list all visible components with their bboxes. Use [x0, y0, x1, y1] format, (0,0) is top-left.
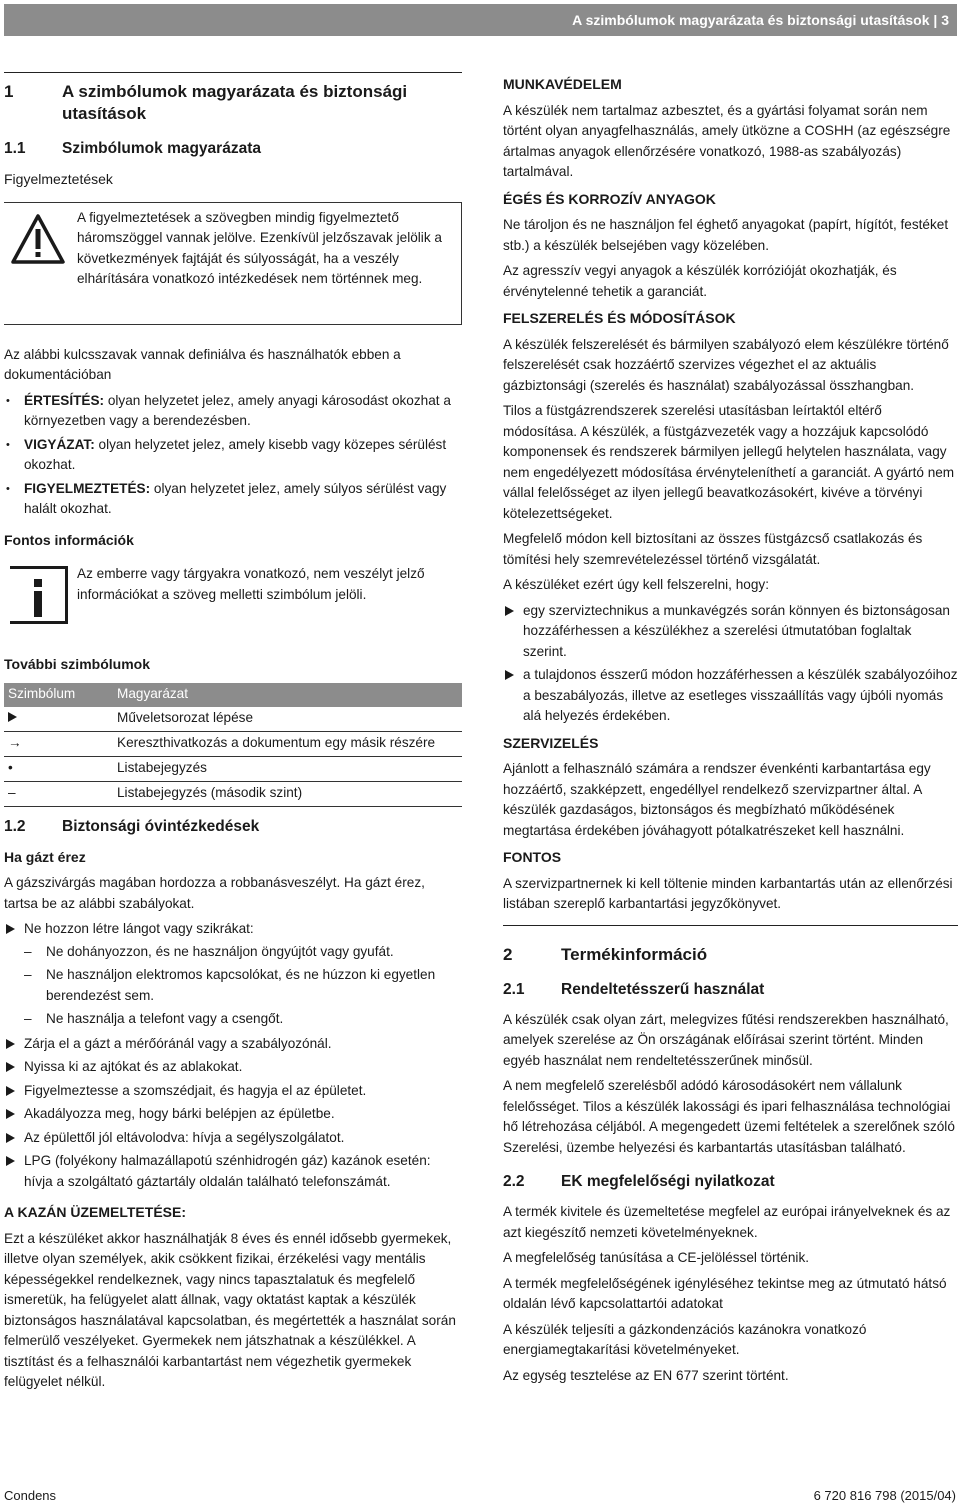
important-heading: FONTOS	[503, 849, 562, 865]
gas-intro: A gázszivárgás magában hordozza a robbanásveszélyt. Ha gázt érez, tartsa be az alábbi szabályokat.	[4, 875, 425, 911]
install-text-3: Megfelelő módon kell biztosítani az összes füstgázcső csatlakozás és tömítési hely szemrevételezéssel történő vizsgálatát.	[503, 531, 923, 567]
list-item: LPG (folyékony halmazállapotú szénhidrogén gáz) kazánok esetén: hívja a szolgáltató gáztartály oldalán található telefonszámát.	[4, 1151, 462, 1192]
step-triangle-icon	[6, 1133, 15, 1143]
step-triangle-icon	[6, 1039, 15, 1049]
list-item: – Ne használja a telefont vagy a csengőt.	[24, 1009, 462, 1030]
list-item: Nyissa ki az ajtókat és az ablakokat.	[4, 1057, 462, 1078]
ce-text-1: A termék kivitele és üzemeltetése megfelel az európai irányelveknek és az azt kiegészítő nemzeti követelményeknek.	[503, 1204, 951, 1240]
list-item: Akadályozza meg, hogy bárki belépjen az épületbe.	[4, 1104, 462, 1125]
section-2-heading: 2 Termékinformáció	[503, 944, 708, 964]
header-title: A szimbólumok magyarázata és biztonsági utasítások | 3	[572, 11, 949, 28]
list-item: Ne hozzon létre lángot vagy szikrákat: – Ne dohányozzon, és ne használjon öngyújtót vagy gyufát. – Ne használjon elektromos kapcsolókat, és ne húzzon ki egyetlen berendezést sem. – Ne használja a telefont vagy a csengőt.	[4, 919, 462, 1030]
warning-triangle-icon	[10, 213, 66, 265]
left-column	[4, 72, 462, 1398]
flammable-text-1: Ne tároljon és ne használjon fel éghető anyagokat (papírt, hígítót, festéket stb.) a készülék belsejében vagy közelében.	[503, 217, 949, 253]
install-text-1: A készülék felszerelését és bármilyen szabályozó elem készülékre történő felszerelését csak hozzáértő szervizes végezhet el az aktuális gázbiztonsági (szerelés és használat) szabályozással összhangban.	[503, 336, 949, 393]
info-icon	[10, 566, 68, 624]
footer-brand: Condens	[4, 1488, 57, 1503]
keywords-list	[4, 391, 462, 520]
table-row: → Kereszthivatkozás a dokumentum egy másik részére	[4, 731, 462, 756]
section-1-heading: 1 A szimbólumok magyarázata és biztonsági utasítások	[4, 82, 408, 123]
step-triangle-icon	[6, 924, 15, 934]
boiler-text: Ezt a készüléket akkor használhatják 8 éves és ennél idősebb gyermekek, illetve olyan személyek, akik csökkent fizikai, érzékelési vagy mentális képességekkel rendelkeznek, vagy nincs tapasztalatuk és megfelelő ismeretük, ha felügyelet alatt állnak, vagy oktatást kaptak a készülék biztonságos használatával kapcsolatban, és megértették a használat során felmerülő veszélyeket. Gyermekek nem játszhatnak a készülékkel. A tisztítást és a felhasználói karbantartást nem végezhetik gyermekek felügyelet nélkül.	[4, 1230, 456, 1389]
col-meaning-header: Magyarázat	[113, 683, 462, 707]
warning-text: A figyelmeztetések a szövegben mindig figyelmeztető háromszöggel vannak jelölve. Ezenkívül jelzőszavak jelölik a következmények fajtáját és súlyosságát, ha a veszély elhárítására vonatkozó intézkedések nem történnek meg.	[77, 209, 442, 286]
list-item: a tulajdonos ésszerű módon hozzáférhessen a készülék szabályozóihoz a beszabályozás, illetve az esetleges visszaállítás vagy újbóli nyomás alá helyezés érdekében.	[503, 665, 958, 727]
use-text-1: A készülék csak olyan zárt, melegvizes fűtési rendszerekben használható, amelyek szerelése az Ön országának előírásai szerint történt. Minden egyéb használat nem rendeltetésszerűnek minősül.	[503, 1011, 949, 1068]
list-item: Az épülettől jól eltávolodva: hívja a segélyszolgálatot.	[4, 1128, 462, 1149]
section-2-2-heading: 2.2 EK megfelelőségi nyilatkozat	[503, 1173, 775, 1190]
ce-text-3: A termék megfelelőségének igényléséhez tekintse meg az útmutató hátsó oldalán lévő kapcsolattartói adatokat	[503, 1275, 947, 1311]
list-item: Zárja el a gázt a mérőóránál vagy a szabályozónál.	[4, 1034, 462, 1055]
warnings-heading: Figyelmeztetések	[4, 171, 113, 187]
list-item: – Ne használjon elektromos kapcsolókat, és ne húzzon ki egyetlen berendezést sem.	[24, 965, 462, 1006]
list-item: Figyelmeztesse a szomszédjait, és hagyja el az épületet.	[4, 1081, 462, 1102]
flammable-heading: ÉGÉS ÉS KORROZÍV ANYAGOK	[503, 190, 716, 207]
table-row: – Listabejegyzés (második szint)	[4, 781, 462, 806]
right-column	[503, 68, 958, 1391]
ce-text-4: A készülék teljesíti a gázkondenzációs kazánokra vonatkozó energiamegtakarítási követelményeket.	[503, 1321, 867, 1357]
section-1-2-heading: 1.2 Biztonsági óvintézkedések	[4, 817, 260, 835]
table-row: • Listabejegyzés	[4, 756, 462, 781]
flammable-text-2: Az agresszív vegyi anyagok a készülék korrózióját okozhatják, és érvénytelenné tehetik a garanciát.	[503, 263, 897, 299]
section-2-1-heading: 2.1 Rendeltetésszerű használat	[503, 980, 765, 998]
list-item: • FIGYELMEZTETÉS: olyan helyzetet jelez, amely súlyos sérülést vagy halált okozhat.	[4, 479, 462, 520]
bullet-icon: •	[4, 756, 113, 781]
arrow-icon: →	[4, 731, 113, 756]
footer-doc-number: 6 720 816 798 (2015/04)	[813, 1488, 956, 1503]
info-heading: Fontos információk	[4, 531, 134, 548]
warning-box	[4, 202, 462, 325]
ce-text-5: Az egység tesztelése az EN 677 szerint történt.	[503, 1367, 789, 1383]
keywords-intro: Az alábbi kulcsszavak vannak definiálva és használhatók ebben a dokumentációban	[4, 346, 401, 382]
list-item: • VIGYÁZAT: olyan helyzetet jelez, amely kisebb vagy közepes sérülést okozhat.	[4, 435, 462, 476]
info-text: Az emberre vagy tárgyakra vonatkozó, nem veszélyt jelző információkat a szöveg melletti szimbólum jelöli.	[77, 566, 425, 602]
install-heading: FELSZERELÉS ÉS MÓDOSÍTÁSOK	[503, 310, 736, 326]
step-triangle-icon	[6, 1109, 15, 1119]
col-symbol-header: Szimbólum	[4, 683, 113, 707]
step-triangle-icon	[6, 1062, 15, 1072]
install-steps	[503, 601, 958, 727]
boiler-heading: A KAZÁN ÜZEMELTETÉSE:	[4, 1204, 186, 1220]
section-1-1-heading: 1.1 Szimbólumok magyarázata	[4, 140, 261, 157]
install-text-2: Tilos a füstgázrendszerek szerelési utasításban leírtaktól eltérő módosítása. A készülék, a füstgázvezeték vagy a hozzájuk kapcsolódó komponensek és rendszerek bármilyen jellegű helytelen használata, vagy nem engedélyezett módosítása érvényteleníthetí a garanciát. A gyártó nem vállal felelősséget az ilyen jellegű beavatkozásokért, kivéve a törvényi kötelezettségeket.	[503, 403, 955, 521]
table-row: Műveletsorozat lépése	[4, 707, 462, 732]
service-text: Ajánlott a felhasználó számára a rendszer évenkénti karbantartása egy hozzáértő, szakképzett, engedéllyel rendelkező szervizpartner által. A készülék gazdaságos, biztonságos és megbízható működésének megtartása érdekében jóváhagyott pótalkatrészeket kell használni.	[503, 761, 931, 838]
gas-heading: Ha gázt érez	[4, 848, 86, 865]
info-box	[4, 564, 462, 634]
dash-icon: –	[4, 781, 113, 806]
install-text-4: A készüléket ezért úgy kell felszerelni, hogy:	[503, 577, 769, 592]
work-safety-text: A készülék nem tartalmaz azbesztet, és a gyártási folyamat során nem történt olyan anyagfelhasználás, amely ütközne a COSHH (az egészségre ártalmas anyagok ellenőrzésére vonatkozó, 1988-as szabályozás) tartalmával.	[503, 102, 951, 179]
step-triangle-icon	[505, 670, 514, 680]
more-symbols-heading: További szimbólumok	[4, 656, 150, 672]
service-heading: SZERVIZELÉS	[503, 734, 599, 751]
page-header	[4, 4, 957, 36]
ce-text-2: A megfelelőség tanúsítása a CE-jelöléssel történik.	[503, 1250, 810, 1265]
list-item: – Ne dohányozzon, és ne használjon öngyújtót vagy gyufát.	[24, 942, 462, 963]
use-text-2: A nem megfelelő szerelésből adódó károsodásokért nem vállalunk felelősséget. Tilos a készülék lakossági és ipari felhasználása technológiai hő létrehozása céljából. A megengedett üzemi feltételek a szerelőnek szóló Szerelési, üzembe helyezési és karbantartás utasításban található.	[503, 1078, 955, 1155]
step-triangle-icon	[505, 606, 514, 616]
important-text: A szervizpartnernek ki kell töltenie minden karbantartás után az ellenőrzési listában szereplő karbantartási jegyzőkönyvet.	[503, 875, 953, 911]
step-triangle-icon	[8, 712, 17, 722]
symbols-table	[4, 683, 462, 807]
step-triangle-icon	[6, 1086, 15, 1096]
step-triangle-icon	[6, 1156, 15, 1166]
list-item: • ÉRTESÍTÉS: olyan helyzetet jelez, amely anyagi károsodást okozhat a környezetben vagy a berendezésben.	[4, 391, 462, 432]
gas-substeps	[24, 942, 462, 1030]
work-safety-heading: MUNKAVÉDELEM	[503, 76, 622, 92]
gas-steps	[4, 919, 462, 1192]
divider	[503, 925, 958, 926]
list-item: egy szerviztechnikus a munkavégzés során könnyen és biztonságosan hozzáférhessen a készülékhez a szerelési útmutatóban foglaltak szerint.	[503, 601, 958, 663]
